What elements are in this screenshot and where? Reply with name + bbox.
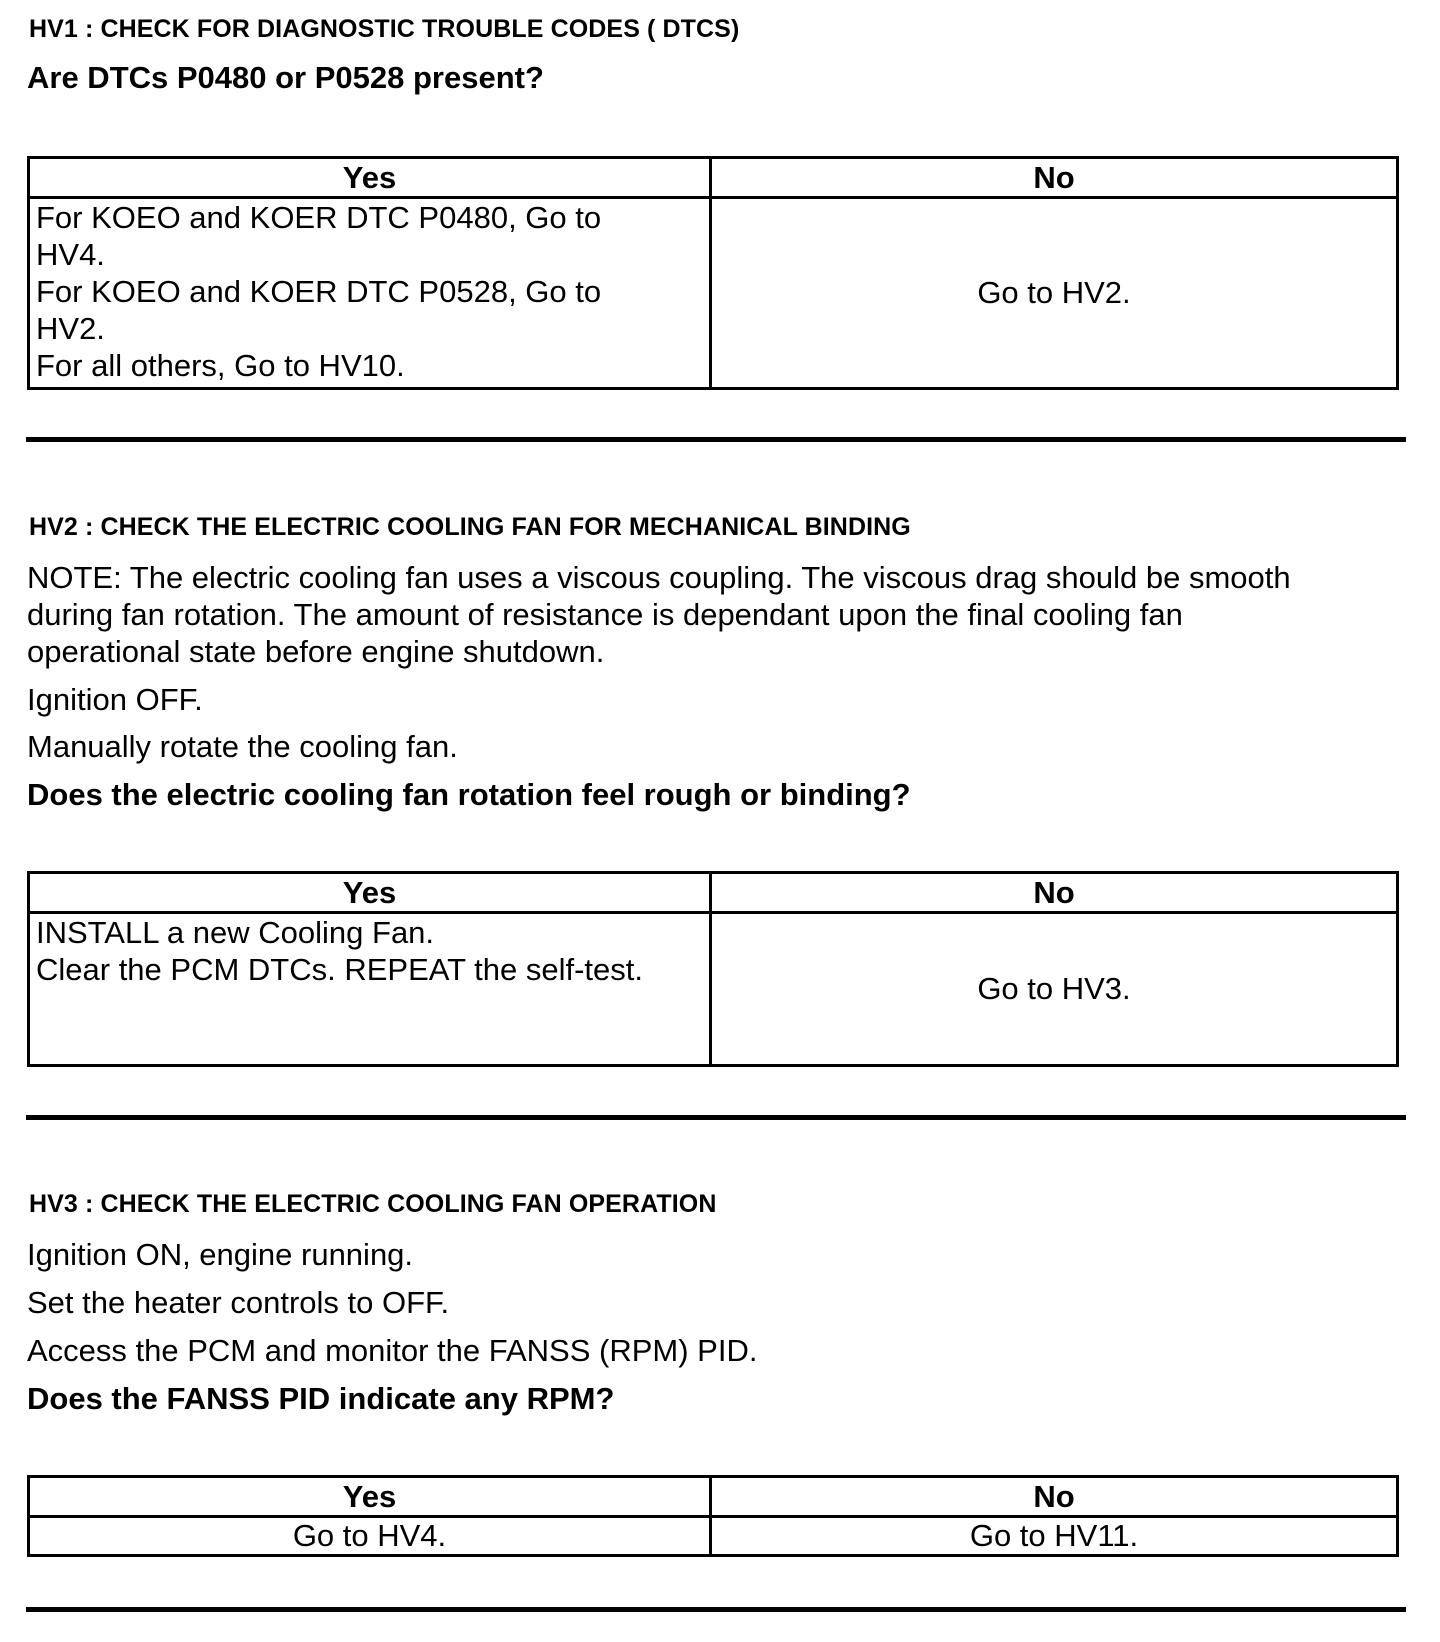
hv3-question: Does the FANSS PID indicate any RPM? (27, 1381, 615, 1416)
hv3-no-header: No (711, 1477, 1398, 1517)
hv2-question: Does the electric cooling fan rotation feel rough or binding? (27, 777, 911, 812)
hv3-yes-cell: Go to HV4. (29, 1517, 711, 1556)
hv2-no-header: No (711, 873, 1398, 913)
hv1-heading: HV1 : CHECK FOR DIAGNOSTIC TROUBLE CODES ( DTCS) (29, 15, 740, 43)
hv3-yes-header: Yes (29, 1477, 711, 1517)
hv1-yes-line: HV2. (36, 311, 105, 346)
hv1-yes-line: For KOEO and KOER DTC P0480, Go to (36, 200, 602, 235)
hv2-yes-no-table (27, 871, 1399, 1067)
hv3-step: Set the heater controls to OFF. (27, 1285, 450, 1320)
hv2-yes-line: INSTALL a new Cooling Fan. (36, 915, 435, 950)
hv2-no-cell: Go to HV3. (711, 913, 1398, 1066)
hv1-yes-header: Yes (29, 158, 711, 198)
section-divider (26, 437, 1406, 442)
hv2-note-line: during fan rotation. The amount of resistance is dependant upon the final cooling fan (27, 597, 1183, 632)
hv3-no-cell: Go to HV11. (711, 1517, 1398, 1556)
hv2-step: Manually rotate the cooling fan. (27, 729, 458, 764)
hv1-yes-line: For all others, Go to HV10. (36, 348, 405, 383)
hv2-yes-line: Clear the PCM DTCs. REPEAT the self-test. (36, 952, 643, 987)
section-divider (26, 1607, 1406, 1612)
hv3-yes-no-table (27, 1475, 1399, 1557)
hv3-step: Ignition ON, engine running. (27, 1237, 414, 1272)
hv1-question: Are DTCs P0480 or P0528 present? (27, 60, 544, 95)
hv3-heading: HV3 : CHECK THE ELECTRIC COOLING FAN OPERATION (29, 1190, 717, 1218)
hv2-yes-header: Yes (29, 873, 711, 913)
hv1-yes-cell (29, 198, 711, 389)
hv2-heading: HV2 : CHECK THE ELECTRIC COOLING FAN FOR MECHANICAL BINDING (29, 513, 911, 541)
hv1-no-cell: Go to HV2. (711, 198, 1398, 389)
hv1-yes-no-table (27, 156, 1399, 390)
section-divider (26, 1115, 1406, 1120)
hv2-step: Ignition OFF. (27, 682, 203, 717)
hv1-no-header: No (711, 158, 1398, 198)
hv1-yes-line: HV4. (36, 237, 105, 272)
hv2-note-line: NOTE: The electric cooling fan uses a viscous coupling. The viscous drag should be smooth (27, 560, 1291, 595)
hv2-yes-cell (29, 913, 711, 1066)
hv2-note-line: operational state before engine shutdown. (27, 634, 605, 669)
hv3-step: Access the PCM and monitor the FANSS (RPM) PID. (27, 1333, 758, 1368)
hv1-yes-line: For KOEO and KOER DTC P0528, Go to (36, 274, 602, 309)
